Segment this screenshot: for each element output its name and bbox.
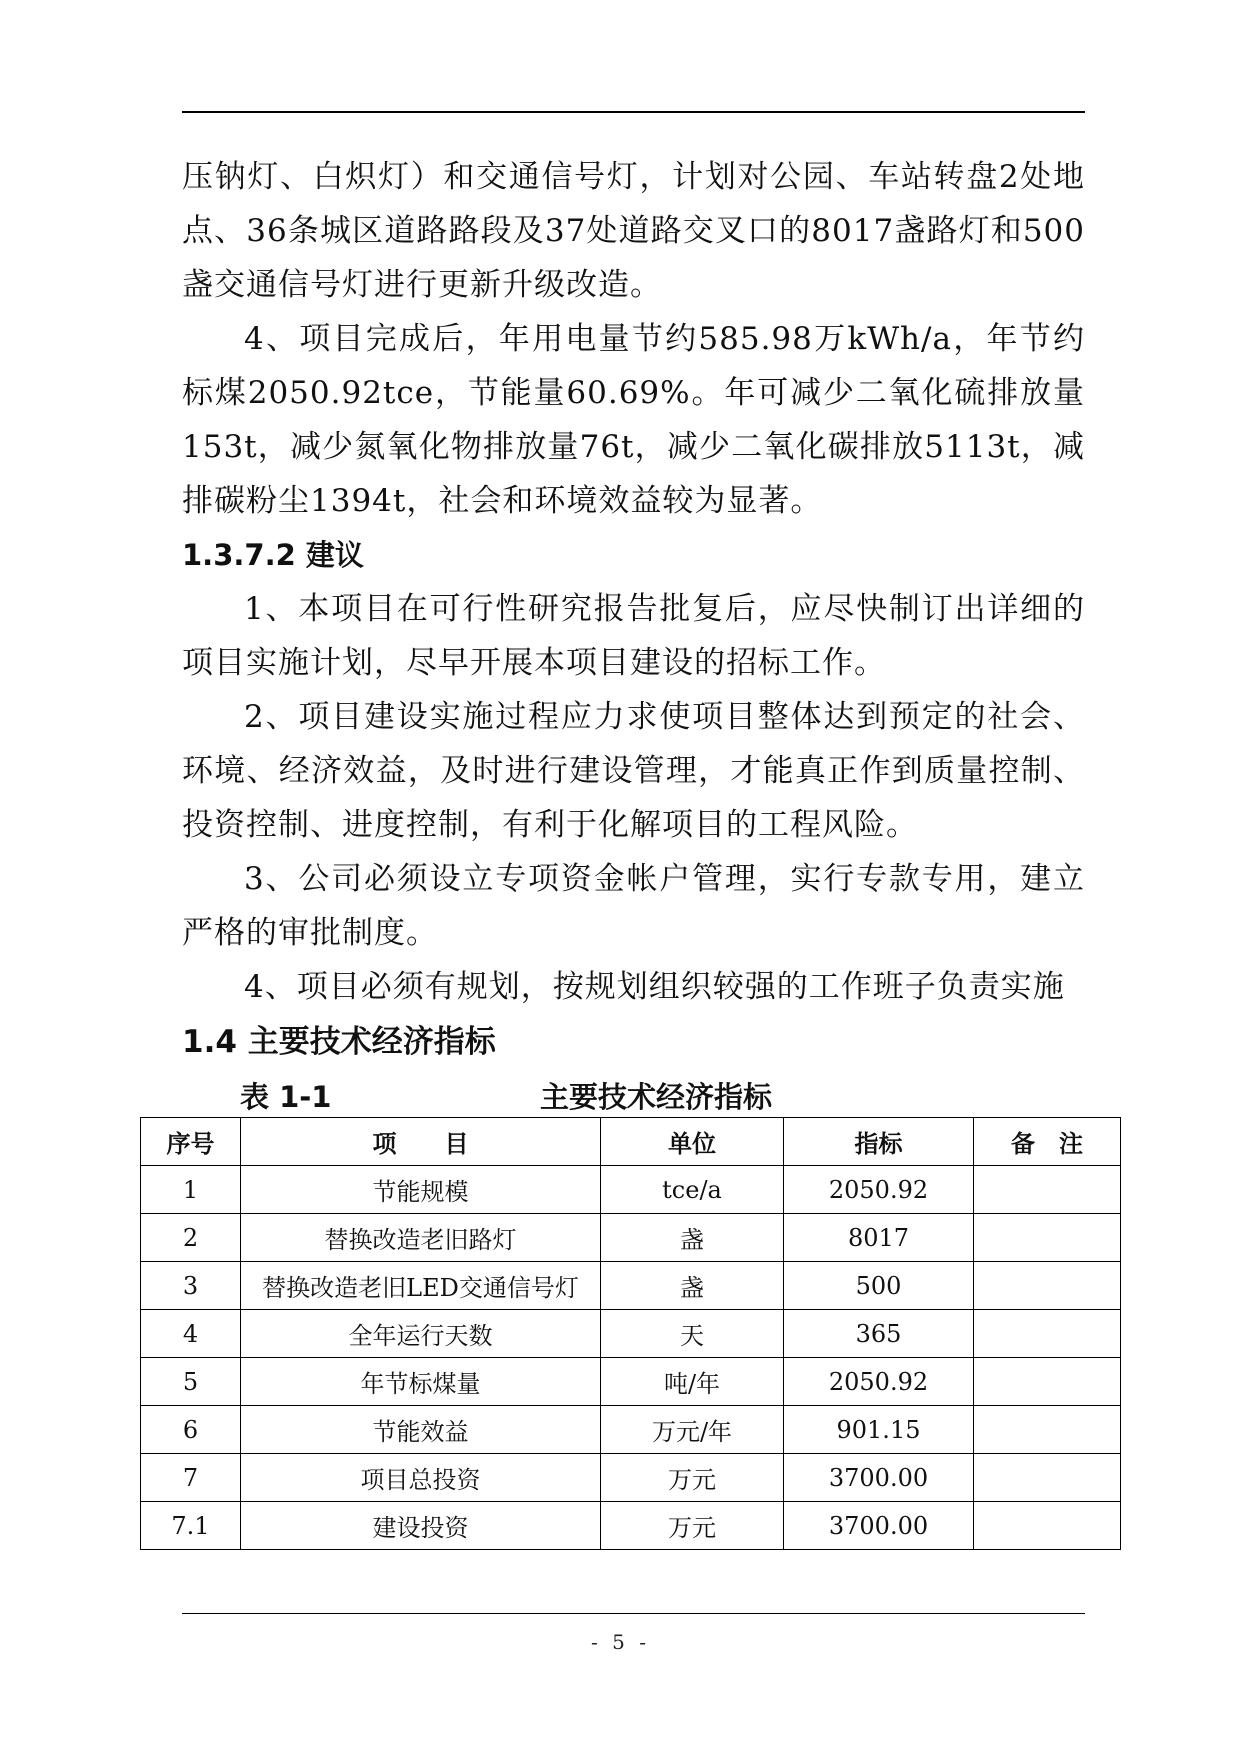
section-heading-14: 1.4 主要技术经济指标 bbox=[182, 1024, 496, 1060]
cell-item: 项目总投资 bbox=[241, 1454, 601, 1502]
cell-value: 3700.00 bbox=[784, 1502, 974, 1550]
cell-unit: 万元 bbox=[601, 1502, 784, 1550]
cell-unit: 盏 bbox=[601, 1214, 784, 1262]
cell-item: 节能规模 bbox=[241, 1166, 601, 1214]
table-caption-title: 主要技术经济指标 bbox=[540, 1080, 773, 1114]
page-body bbox=[182, 150, 1085, 1070]
cell-remark bbox=[974, 1454, 1121, 1502]
cell-remark bbox=[974, 1166, 1121, 1214]
table-caption bbox=[240, 1075, 840, 1119]
metrics-table bbox=[140, 1117, 1121, 1550]
cell-unit: 万元 bbox=[601, 1454, 784, 1502]
table-row bbox=[141, 1406, 1121, 1454]
cell-value: 901.15 bbox=[784, 1406, 974, 1454]
cell-seq: 7 bbox=[141, 1454, 241, 1502]
cell-item: 替换改造老旧LED交通信号灯 bbox=[241, 1262, 601, 1310]
header-seq: 序号 bbox=[141, 1118, 241, 1166]
suggestion-item-2: 2、项目建设实施过程应力求使项目整体达到预定的社会、环境、经济效益，及时进行建设管理，才能真正作到质量控制、投资控制、进度控制，有利于化解项目的工程风险。 bbox=[182, 699, 1085, 843]
cell-value: 3700.00 bbox=[784, 1454, 974, 1502]
footer-rule bbox=[182, 1613, 1085, 1614]
header-rule bbox=[182, 111, 1085, 113]
cell-remark bbox=[974, 1502, 1121, 1550]
suggestion-item-4: 4、项目必须有规划，按规划组织较强的工作班子负责实施 bbox=[244, 969, 1065, 1005]
cell-unit: tce/a bbox=[601, 1166, 784, 1214]
cell-remark bbox=[974, 1358, 1121, 1406]
header-item: 项 目 bbox=[241, 1118, 601, 1166]
cell-unit: 吨/年 bbox=[601, 1358, 784, 1406]
suggestion-item-3: 3、公司必须设立专项资金帐户管理，实行专款专用，建立严格的审批制度。 bbox=[182, 861, 1085, 951]
table-row bbox=[141, 1262, 1121, 1310]
cell-seq: 4 bbox=[141, 1310, 241, 1358]
cell-remark bbox=[974, 1214, 1121, 1262]
table-row bbox=[141, 1214, 1121, 1262]
table-header-row bbox=[141, 1118, 1121, 1166]
cell-item: 年节标煤量 bbox=[241, 1358, 601, 1406]
cell-remark bbox=[974, 1310, 1121, 1358]
page-number: - 5 - bbox=[591, 1630, 650, 1654]
table-row bbox=[141, 1310, 1121, 1358]
header-unit: 单位 bbox=[601, 1118, 784, 1166]
table-row bbox=[141, 1502, 1121, 1550]
header-remark: 备 注 bbox=[974, 1118, 1121, 1166]
header-value: 指标 bbox=[784, 1118, 974, 1166]
cell-unit: 天 bbox=[601, 1310, 784, 1358]
cell-item: 节能效益 bbox=[241, 1406, 601, 1454]
cell-item: 全年运行天数 bbox=[241, 1310, 601, 1358]
cell-value: 2050.92 bbox=[784, 1358, 974, 1406]
table-row bbox=[141, 1358, 1121, 1406]
cell-remark bbox=[974, 1406, 1121, 1454]
paragraph-continued: 压钠灯、白炽灯）和交通信号灯，计划对公园、车站转盘2处地点、36条城区道路路段及37处道路交叉口的8017盏路灯和500盏交通信号灯进行更新升级改造。 bbox=[182, 159, 1085, 303]
table-caption-id: 表 1-1 bbox=[240, 1080, 332, 1114]
cell-unit: 万元/年 bbox=[601, 1406, 784, 1454]
cell-seq: 3 bbox=[141, 1262, 241, 1310]
cell-unit: 盏 bbox=[601, 1262, 784, 1310]
cell-value: 2050.92 bbox=[784, 1166, 974, 1214]
cell-seq: 1 bbox=[141, 1166, 241, 1214]
cell-seq: 2 bbox=[141, 1214, 241, 1262]
cell-item: 建设投资 bbox=[241, 1502, 601, 1550]
cell-seq: 6 bbox=[141, 1406, 241, 1454]
table-row bbox=[141, 1166, 1121, 1214]
cell-seq: 7.1 bbox=[141, 1502, 241, 1550]
table-row bbox=[141, 1454, 1121, 1502]
cell-remark bbox=[974, 1262, 1121, 1310]
cell-value: 500 bbox=[784, 1262, 974, 1310]
cell-seq: 5 bbox=[141, 1358, 241, 1406]
section-heading-1372: 1.3.7.2 建议 bbox=[182, 538, 364, 572]
cell-value: 8017 bbox=[784, 1214, 974, 1262]
cell-item: 替换改造老旧路灯 bbox=[241, 1214, 601, 1262]
paragraph-item-4-results: 4、项目完成后，年用电量节约585.98万kWh/a，年节约标煤2050.92tce，节能量60.69%。年可减少二氧化硫排放量153t，减少氮氧化物排放量76t，减少二氧化碳排放5113t，减排碳粉尘1394t，社会和环境效益较为显著。 bbox=[182, 321, 1085, 519]
suggestion-item-1: 1、本项目在可行性研究报告批复后，应尽快制订出详细的项目实施计划，尽早开展本项目建设的招标工作。 bbox=[182, 591, 1085, 681]
cell-value: 365 bbox=[784, 1310, 974, 1358]
